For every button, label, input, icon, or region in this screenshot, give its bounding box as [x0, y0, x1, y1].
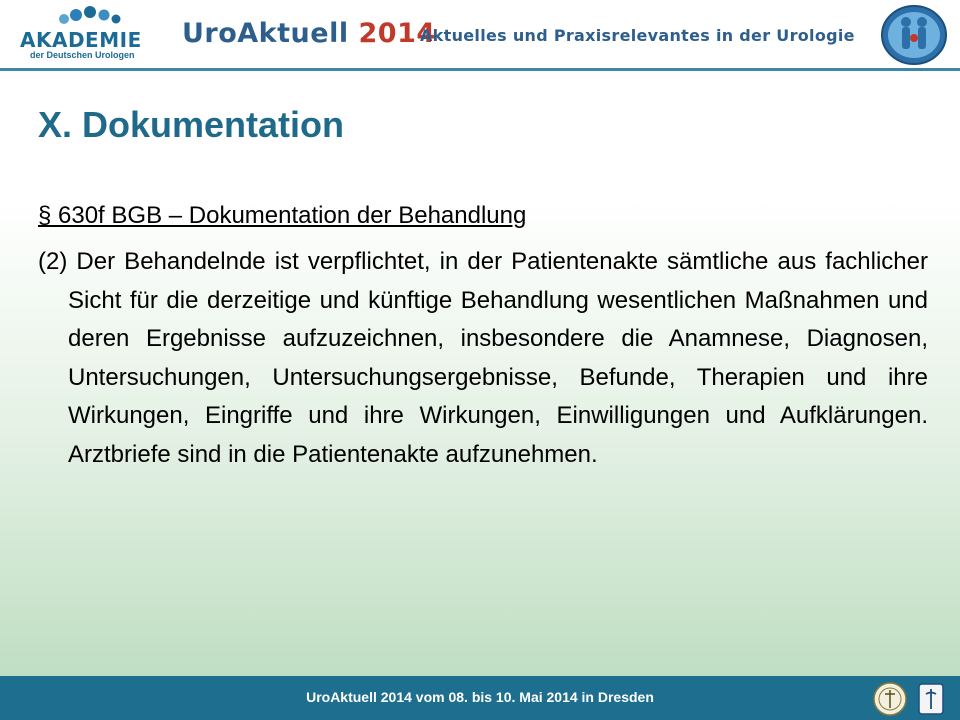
logo-text: AKADEMIE — [20, 28, 142, 52]
slide-header — [0, 0, 960, 80]
conference-tagline: Aktuelles und Praxisrelevantes in der Urologie — [420, 26, 855, 45]
conference-name: UroAktuell — [182, 18, 349, 49]
slide-title: X. Dokumentation — [38, 104, 345, 145]
conference-title — [182, 18, 436, 58]
logo-dots-icon — [56, 6, 126, 28]
logo-subtext: der Deutschen Urologen — [30, 50, 135, 60]
slide-footer — [0, 676, 960, 720]
anatomy-logo-icon — [880, 4, 948, 66]
section-heading: § 630f BGB – Dokumentation der Behandlung — [38, 202, 527, 229]
header-divider — [0, 68, 960, 71]
conference-year: 2014 — [358, 18, 436, 49]
paragraph-text: (2) Der Behandelnde ist verpflichtet, in der Patientenakte sämtliche aus fachlicher Sicht für die derzeitige und künftige Behandlung wesentlichen Maßnahmen und deren Ergebnisse aufzuzeichnen, insbesondere die Anamnese, Diagnosen, Untersuchungen, Untersuchungsergebnisse, Befunde, Therapien und ihre Wirkungen, Eingriffe und ihre Wirkungen, Einwilligungen und Aufklärungen. Arztbriefe sind in die Patientenakte aufzunehmen. — [38, 248, 928, 468]
urology-emblem-icon — [916, 682, 946, 716]
society-seal-icon — [872, 682, 908, 716]
footer-text: UroAktuell 2014 vom 08. bis 10. Mai 2014 in Dresden — [306, 689, 654, 705]
akademie-logo — [12, 6, 152, 62]
